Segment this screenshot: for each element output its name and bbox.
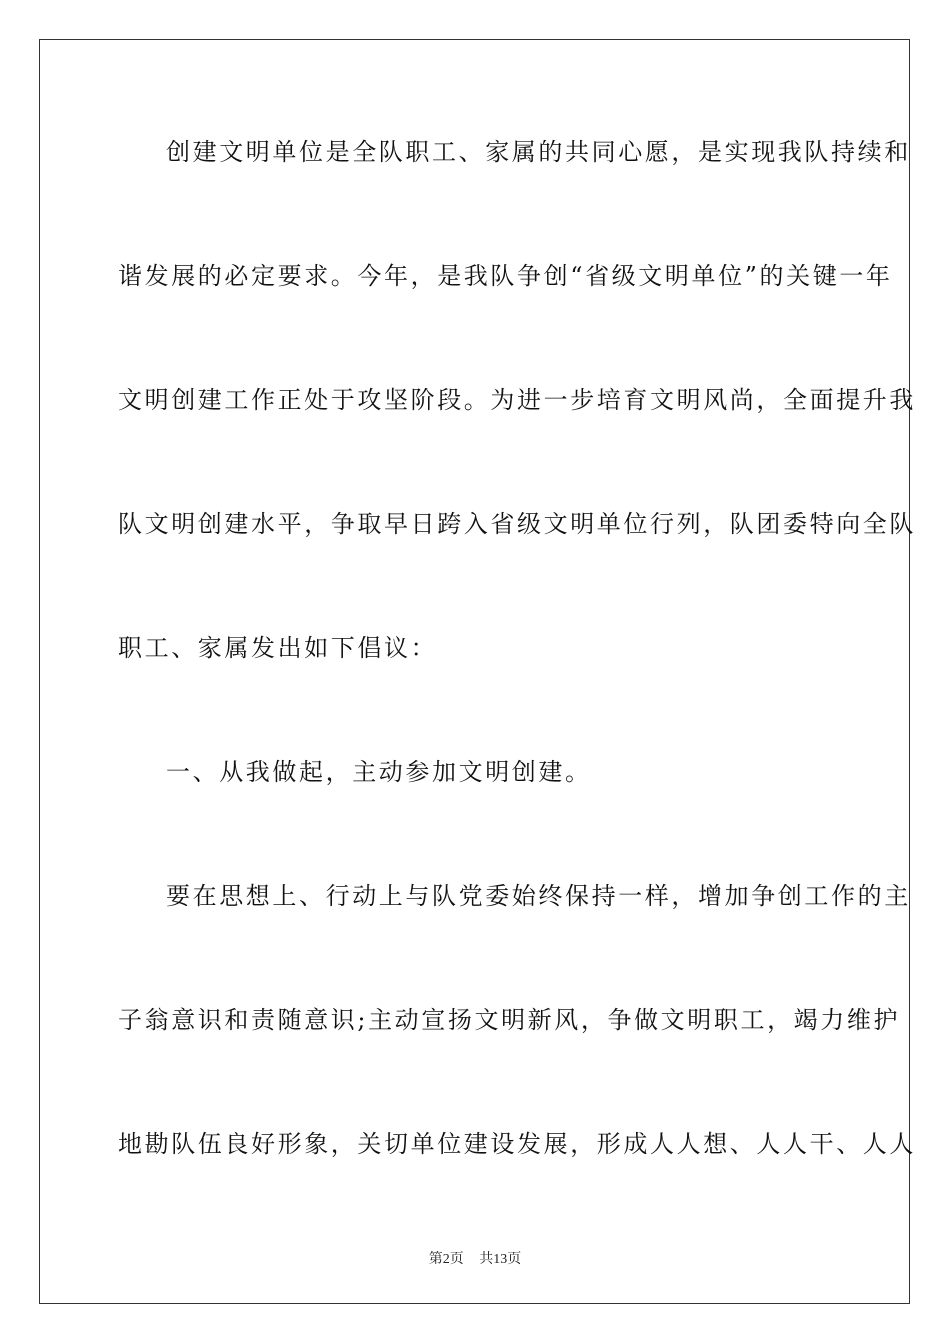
- paragraph-line: 队文明创建水平，争取早日跨入省级文明单位行列，队团委特向全队: [118, 510, 916, 538]
- paragraph-line: 地勘队伍良好形象，关切单位建设发展，形成人人想、人人干、人人: [118, 1130, 916, 1158]
- paragraph-line: 文明创建工作正处于攻坚阶段。为进一步培育文明风尚，全面提升我: [118, 386, 916, 414]
- paragraph-line: 职工、家属发出如下倡议：: [118, 634, 438, 662]
- section-heading: 一、从我做起，主动参加文明创建。: [166, 758, 592, 786]
- page-number: 第2页: [428, 1252, 464, 1267]
- paragraph-line: 子翁意识和责随意识;主动宣扬文明新风，争做文明职工，竭力维护: [118, 1006, 901, 1034]
- page-footer: [0, 1248, 950, 1268]
- page-total: 共13页: [479, 1252, 522, 1267]
- paragraph-line: 要在思想上、行动上与队党委始终保持一样，增加争创工作的主: [166, 882, 911, 910]
- paragraph-line: 谐发展的必定要求。今年，是我队争创“省级文明单位”的关键一年: [118, 262, 893, 290]
- page-border: [39, 39, 916, 1304]
- paragraph-line: 创建文明单位是全队职工、家属的共同心愿，是实现我队持续和: [166, 138, 911, 166]
